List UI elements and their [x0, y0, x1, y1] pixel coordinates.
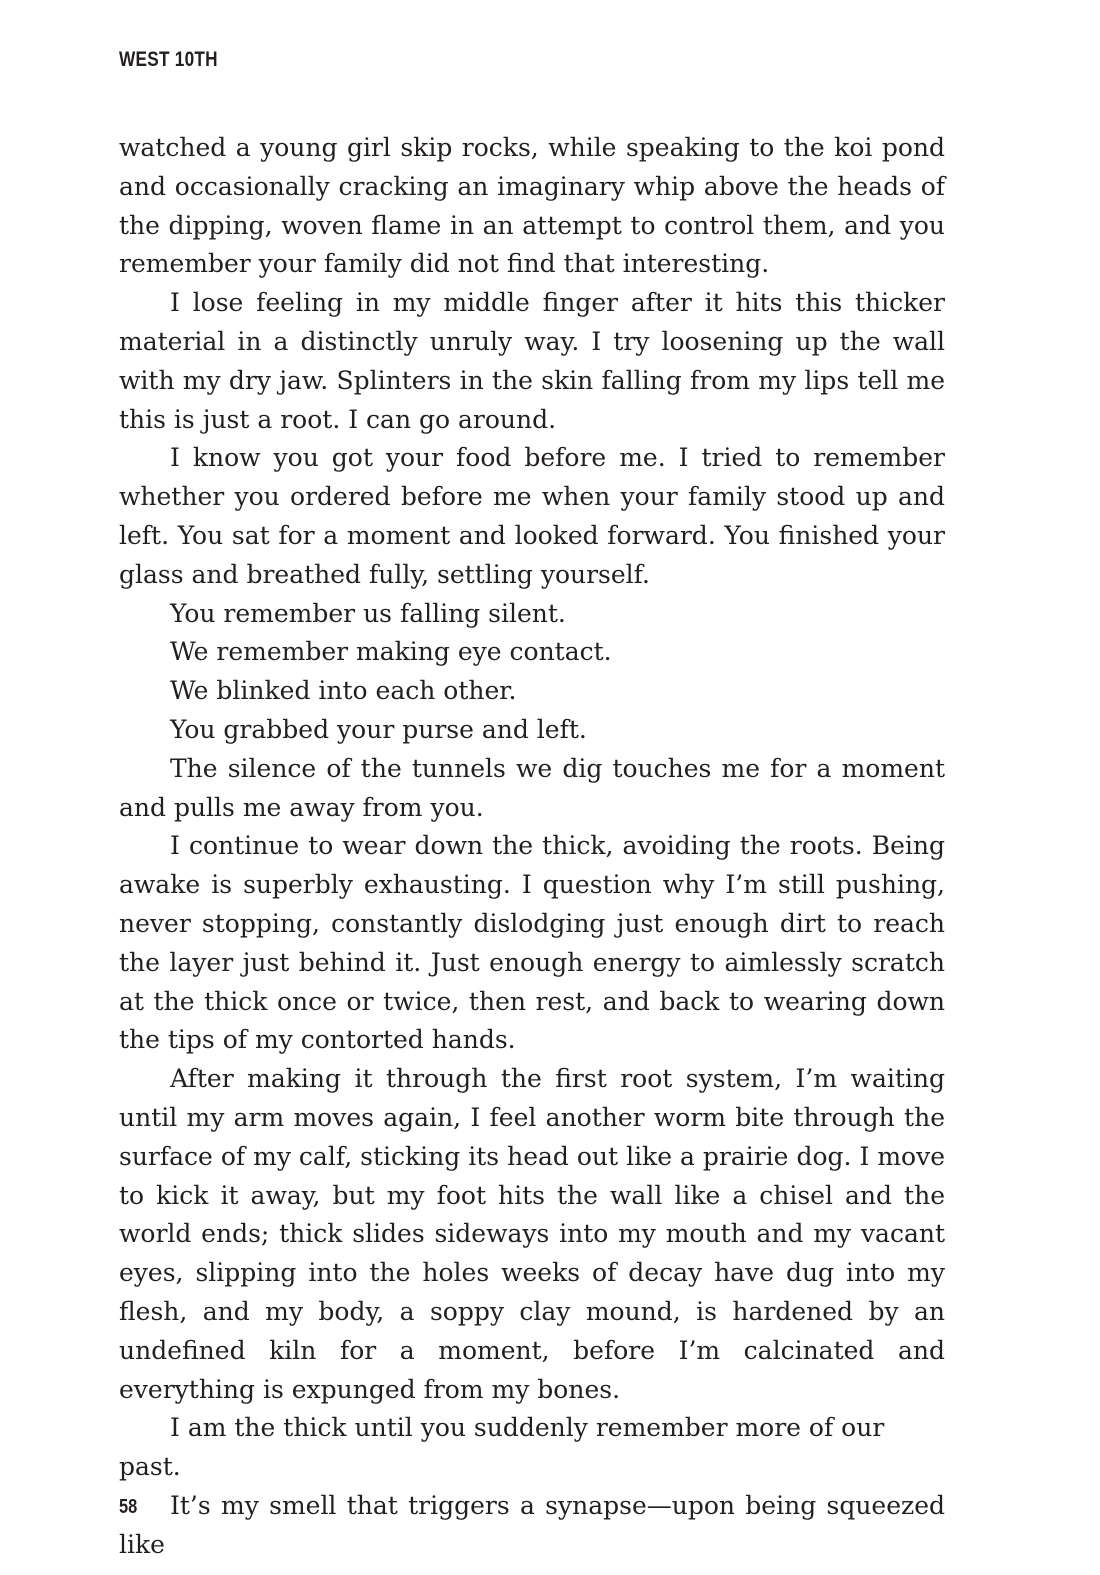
paragraph-1: watched a young girl skip rocks, while speaking to the koi pond and occasionally cracking an imaginary whip above the heads of the dipping, woven flame in an attempt to control them, and you remember your family did not find that interesting.: [119, 133, 945, 279]
paragraph-4: You remember us falling silent.: [170, 598, 566, 628]
body-text: [119, 129, 945, 1564]
paragraph-12: It’s my smell that triggers a synapse—upon being squeezed like: [119, 1490, 945, 1559]
paragraph-10: After making it through the first root system, I’m waiting until my arm moves again, I feel another worm bite through the surface of my calf, sticking its head out like a prairie dog. I move to kick it away, but my foot hits the wall like a chisel and the world ends; thick slides sideways into my mouth and my vacant eyes, slipping into the holes weeks of decay have dug into my flesh, and my body, a soppy clay mound, is hardened by an undefined kiln for a moment, before I’m calcinated and everything is expunged from my bones.: [119, 1064, 945, 1404]
page-number: 58: [119, 1496, 138, 1518]
paragraph-7: You grabbed your purse and left.: [170, 714, 587, 744]
paragraph-6: We blinked into each other.: [170, 676, 517, 706]
paragraph-8: The silence of the tunnels we dig touches me for a moment and pulls me away from you.: [119, 753, 945, 822]
paragraph-2: I lose feeling in my middle finger after it hits this thicker material in a distinctly unruly way. I try loosening up the wall with my dry jaw. Splinters in the skin falling from my lips tell me this is just a root. I can go around.: [119, 288, 945, 434]
running-head: WEST 10TH: [119, 48, 218, 71]
paragraph-9: I continue to wear down the thick, avoiding the roots. Being awake is superbly exhausting. I question why I’m still pushing, never stopping, constantly dislodging just enough dirt to reach the layer just behind it. Just enough energy to aimlessly scratch at the thick once or twice, then rest, and back to wearing down the tips of my contorted hands.: [119, 831, 945, 1055]
paragraph-5: We remember making eye contact.: [170, 637, 612, 667]
paragraph-3: I know you got your food before me. I tried to remember whether you ordered before me when your family stood up and left. You sat for a moment and looked forward. You finished your glass and breathed fully, settling yourself.: [119, 443, 945, 589]
paragraph-11: I am the thick until you suddenly remember more of our past.: [119, 1413, 885, 1482]
